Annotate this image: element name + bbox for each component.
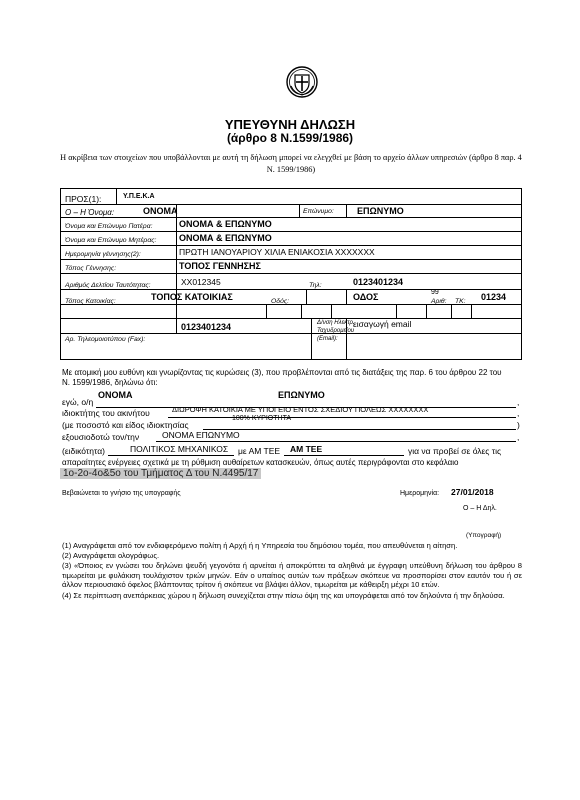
document-subtitle: (άρθρο 8 Ν.1599/1986) <box>226 131 354 145</box>
declarant-label: Ο – Η Δηλ. <box>463 505 497 512</box>
tel-value[interactable]: 0123401234 <box>353 277 404 287</box>
fax-label: Αρ. Τηλεομοιοτύπου (Fax): <box>65 336 146 343</box>
ego-comma: , <box>517 397 520 407</box>
authenticity-text: Βεβαιώνεται το γνήσιο της υπογραφής <box>62 490 181 497</box>
surname-value[interactable]: ΕΠΩΝΥΜΟ <box>357 206 404 216</box>
document-title: ΥΠΕΥΘΥΝΗ ΔΗΛΩΣΗ <box>224 117 356 132</box>
name-value[interactable]: ΟΝΟΜΑ <box>143 206 178 216</box>
mother-label: Όνομα και Επώνυμο Μητέρας: <box>65 237 157 244</box>
footnote-4: (4) Σε περίπτωση ανεπάρκειας χώρου η δήλωση συνεχίζεται στην πίσω όψη της και υπογράφεται από τον δηλούντα ή την δηλούσα. <box>62 591 505 600</box>
tk-value[interactable]: 01234 <box>481 292 507 302</box>
actions-text: απαραίτητες ενέργειες σχετικά με τη ρύθμιση αυθαίρετων κατασκευών, όπως αυτές περιγράφονται στο κεφάλαιο <box>62 458 459 467</box>
pros-label: ΠΡΟΣ(1): <box>65 194 102 204</box>
owner-label: ιδιοκτήτης του ακινήτου <box>62 408 150 418</box>
email-label-1: Δ/νση Ηλεκτρ. <box>317 320 355 326</box>
residence-value[interactable]: ΤΟΠΟΣ ΚΑΤΟΙΚΙΑΣ <box>151 292 233 302</box>
footnote-2: (2) Αναγράφεται ολογράφως. <box>62 551 160 560</box>
birthplace-label: Τόπος Γέννησης: <box>65 265 117 272</box>
residence-label: Τόπος Κατοικίας: <box>65 298 116 305</box>
number-label: Αριθ: <box>431 298 447 305</box>
proceed-text: για να προβεί σε όλες τις <box>408 446 502 456</box>
email-label-3: (Email): <box>317 336 338 342</box>
signature-label: (Υπογραφή) <box>466 532 502 539</box>
name-label: Ο – Η Όνομα: <box>65 208 115 217</box>
surname-label: Επώνυμο: <box>303 208 334 215</box>
number-value[interactable]: 99 <box>431 289 439 296</box>
percent-label: (με ποσοστό και είδος ιδιοκτησίας <box>62 420 189 430</box>
mother-value[interactable]: ΟΝΟΜΑ & ΕΠΩΝΥΜΟ <box>179 233 272 243</box>
email-label-2: Ταχυδρομείου <box>317 328 355 334</box>
tel-label: Τηλ: <box>309 282 322 289</box>
street-value[interactable]: ΟΔΟΣ <box>353 292 379 302</box>
birthplace-value[interactable]: ΤΟΠΟΣ ΓΕΝΝΗΣΗΣ <box>179 261 261 271</box>
authorize-label: εξουσιοδοτώ τον/την <box>62 432 140 442</box>
greek-coat-of-arms-icon <box>286 66 318 98</box>
email-value[interactable]: εισαγωγή email <box>353 319 412 329</box>
owner-comma: , <box>517 408 520 418</box>
am-label: με ΑΜ ΤΕΕ <box>238 446 281 456</box>
specialty-label: (ειδικότητα) <box>62 446 105 456</box>
owner-value[interactable]: ΔΙΩΡΟΦΗ ΚΑΤΟΙΚΙΑ ΜΕ ΥΠΟΓΕΙΟ ΕΝΤΟΣ ΣΧΕΔΙΟΥ ΠΟΛΕΩΣ ΧΧΧΧΧΧΧΧ <box>172 405 429 414</box>
accuracy-notice: Η ακρίβεια των στοιχείων που υποβάλλονται με αυτή τη δήλωση μπορεί να ελεγχθεί με βάση το αρχείο άλλων υπηρεσιών (άρθρο 8 παρ. 4 Ν. 1599/1986) <box>60 153 522 174</box>
percent-value[interactable]: 100% ΚΥΡΙΟΤΗΤΑ <box>232 415 292 422</box>
personal-details-form <box>60 188 522 360</box>
declaration-intro-line2: Ν. 1599/1986, δηλώνω ότι: <box>62 378 158 387</box>
chapter-value[interactable]: 1ο-2ο-4ο&5ο του Τμήματος Δ του Ν.4495/17 <box>60 468 261 479</box>
authorize-value[interactable]: ΟΝΟΜΑ ΕΠΩΝΥΜΟ <box>162 430 240 440</box>
footnote-1: (1) Αναγράφεται από τον ενδιαφερόμενο πολίτη ή Αρχή ή η Υπηρεσία του δημόσιου τομέα, που απευθύνεται η αίτηση. <box>62 541 458 550</box>
pros-value[interactable]: Υ.Π.Ε.Κ.Α <box>123 193 155 200</box>
ego-name[interactable]: ΟΝΟΜΑ <box>98 390 133 400</box>
am-value[interactable]: ΑΜ ΤΕΕ <box>290 444 323 454</box>
birthdate-label: Ημερομηνία γέννησης(2): <box>65 251 141 258</box>
street-label: Οδός: <box>271 298 290 305</box>
date-label: Ημερομηνία: <box>400 490 440 497</box>
specialty-value[interactable]: ΠΟΛΙΤΙΚΟΣ ΜΗΧΑΝΙΚΟΣ <box>130 444 229 454</box>
footnote-3: (3) «Όποιος εν γνώσει του δηλώνει ψευδή γεγονότα ή αρνείται ή αποκρύπτει τα αληθινά με έγγραφη υπεύθυνη δήλωση του άρθρου 8 τιμωρείται με φυλάκιση τουλάχιστον τριών μηνών. Εάν ο υπαίτιος αυτών των πράξεων σκόπευε να προσπορίσει στον εαυτόν του ή σε άλλον περιουσιακό όφελος βλάπτοντας τρίτον ή σκόπευε να βλάψει άλλον, τιμωρείται με κάθειρξη μέχρι 10 ετών. <box>62 561 522 590</box>
birthdate-value[interactable]: ΠΡΩΤΗ ΙΑΝΟΥΑΡΙΟΥ ΧΙΛΙΑ ΕΝΙΑΚΟΣΙΑ ΧΧΧΧΧΧΧ <box>179 247 375 257</box>
ego-label: εγώ, ο/η <box>62 397 94 407</box>
percent-closing-paren: ) <box>517 420 520 430</box>
father-value[interactable]: ΟΝΟΜΑ & ΕΠΩΝΥΜΟ <box>179 219 272 229</box>
fax-value[interactable]: 0123401234 <box>181 322 232 332</box>
id-label: Αριθμός Δελτίου Ταυτότητας: <box>65 282 151 289</box>
authorize-comma: , <box>517 432 520 442</box>
father-label: Όνομα και Επώνυμο Πατέρα: <box>65 223 153 230</box>
tk-label: ΤΚ: <box>455 298 466 305</box>
ego-surname[interactable]: ΕΠΩΝΥΜΟ <box>278 390 325 400</box>
date-value[interactable]: 27/01/2018 <box>451 487 494 497</box>
declaration-intro-line1: Με ατομική μου ευθύνη και γνωρίζοντας τις κυρώσεις (3), που προβλέπονται από τις διατάξεις της παρ. 6 του άρθρου 22 του <box>62 368 502 377</box>
id-value[interactable]: ΧΧ012345 <box>181 277 221 287</box>
